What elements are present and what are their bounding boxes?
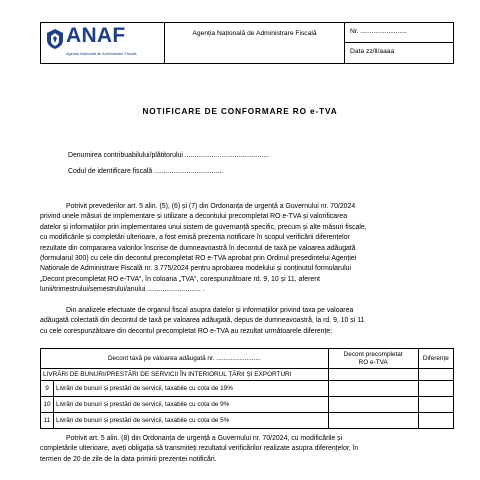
- col-header-precompletat-line2: RO e-TVA: [358, 358, 388, 366]
- row-number: 9: [41, 381, 54, 397]
- paragraph-line: „Decont precompletat RO e-TVA”, în coloana „TVA”, corespunzătoare rd. 9, 10 și 11, aferent: [40, 275, 320, 283]
- table-cell-empty: [328, 381, 418, 397]
- col-header-diferente: Diferențe: [418, 349, 453, 369]
- paragraph-line: datelor și informațiilor prin implementarea unui sistem de guvernanță specific, precum și alte măsuri fiscale,: [40, 223, 367, 231]
- table-row: [41, 413, 454, 429]
- table-cell-empty: [418, 413, 453, 429]
- section-label: LIVRĂRI DE BUNURI/PRESTĂRI DE SERVICII ÎN INTERIORUL ȚĂRII ȘI EXPORTURI: [41, 369, 329, 381]
- row-label: Livrări de bunuri și prestări de servicii, taxabile cu cota de 9%: [54, 397, 329, 413]
- taxpayer-name-line: Denumirea contribuabilului/plătitorului ............................................: [68, 152, 270, 159]
- document-header: [40, 22, 454, 64]
- anaf-logo: [41, 23, 165, 63]
- table-row: [41, 381, 454, 397]
- document-meta: [345, 23, 453, 63]
- row-number: 11: [41, 413, 54, 429]
- row-label: Livrări de bunuri și prestări de servicii, taxabile cu cota de 19%: [54, 381, 329, 397]
- table-section-row: [41, 369, 454, 381]
- table-cell-empty: [328, 413, 418, 429]
- table-cell-empty: [328, 397, 418, 413]
- paragraph-findings: [40, 306, 454, 337]
- paragraph-line: Naționale de Administrare Fiscală nr. 3.775/2024 pentru aprobarea modelului și conținutul formularului: [40, 265, 352, 273]
- row-number: 10: [41, 397, 54, 413]
- paragraph-line: Potrivit prevederilor art. 5 alin. (5), (6) și (7) din Ordonanța de urgență a Guvernului nr. 70/2024: [66, 203, 356, 210]
- paragraph-line: privind unele măsuri de implementare și utilizare a decontului precompletat RO e-TVA și valorificarea: [40, 213, 348, 221]
- paragraph-line: Potrivit art. 5 alin. (8) din Ordonanța de urgență a Guvernului nr. 70/2024, cu modificările și: [66, 435, 343, 442]
- logo-subtitle: Agenția Națională de Administrare Fiscală: [66, 52, 137, 56]
- paragraph-line: adăugată colectată din decontul de taxă pe valoarea adăugată, depus de dumneavoastră, la rd. 9, 10 și 11: [40, 317, 365, 325]
- table-cell-empty: [418, 397, 453, 413]
- paragraph-line: completările ulterioare, aveți obligația să transmiteți rezultatul verificărilor realizate asupra diferențelor, în: [40, 445, 359, 453]
- paragraph-line: (formularul 300) cu cele din decontul precompletat RO e-TVA aprobat prin Ordinul președintelui Agenției: [40, 255, 357, 263]
- paragraph-line: Din analizele efectuate de organul fiscal asupra datelor și informațiilor privind taxa pe valoarea: [66, 307, 354, 314]
- document-number: Nr. .........................: [345, 23, 453, 43]
- paragraph-line: cu modificările și completări ulterioare, a fost emisă prezenta notificare în scopul verificării diferențelor: [40, 234, 350, 242]
- agency-name: Agenția Națională de Administrare Fiscală: [165, 23, 345, 63]
- document-date: Data zz/ll/aaaa: [350, 48, 395, 55]
- col-header-decont: Decont taxă pe valoarea adăugată nr. .........................: [41, 349, 329, 369]
- paragraph-line: rezultate din compararea valorilor înscrise de dumneavoastră în decontul de taxă pe valoarea adăugată: [40, 244, 356, 252]
- paragraph-obligation: [40, 434, 454, 465]
- logo-wordmark: ANAF: [66, 24, 126, 47]
- paragraph-line: lunii/trimestrului/semestrului/anului ............................ .: [40, 286, 205, 294]
- anaf-emblem-icon: [46, 28, 64, 50]
- row-label: Livrări de bunuri și prestări de servicii, taxabile cu cota de 5%: [54, 413, 329, 429]
- col-header-precompletat: [328, 349, 418, 369]
- table-cell-empty: [418, 369, 453, 381]
- paragraph-line: cu cele corespunzătoare din decontul precompletat RO e-TVA au rezultat următoarele diferențe:: [40, 327, 333, 335]
- taxpayer-code-line: Codul de identificare fiscală ....................................: [68, 168, 224, 175]
- differences-table: [40, 348, 454, 429]
- col-header-precompletat-line1: Decont precompletat: [343, 350, 403, 358]
- paragraph-line: termen de 20 de zile de la data primirii prezentei notificări.: [40, 455, 217, 463]
- table-cell-empty: [328, 369, 418, 381]
- table-row: [41, 397, 454, 413]
- paragraph-legal-basis: [40, 202, 454, 296]
- table-header-row: [41, 349, 454, 369]
- table-cell-empty: [418, 381, 453, 397]
- document-title: NOTIFICARE DE CONFORMARE RO e-TVA: [142, 107, 338, 116]
